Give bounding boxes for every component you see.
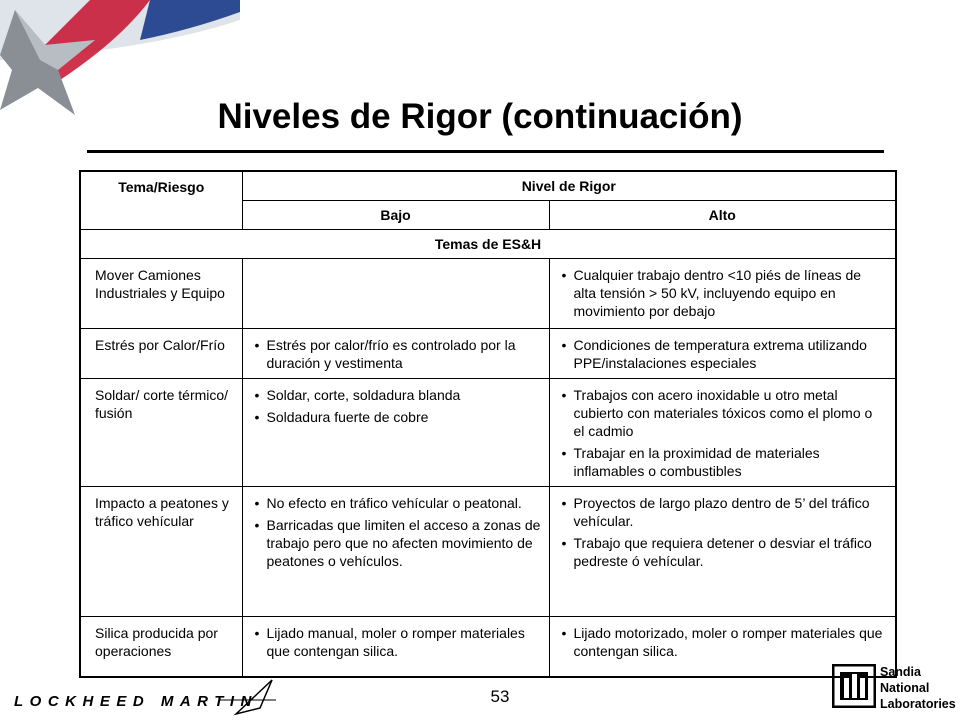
list-item: • Cualquier trabajo dentro <10 piés de líneas de alta tensión > 50 kV, incluyendo equipo en movimiento por debajo — [574, 266, 888, 320]
table-row — [80, 617, 896, 677]
table-row — [80, 487, 896, 617]
list-item: • Trabajar en la proximidad de materiales inflamables o combustibles — [574, 444, 888, 480]
list-item: • Trabajos con acero inoxidable u otro metal cubierto con materiales tóxicos como el plomo o el cadmio — [574, 386, 888, 440]
sandia-logo — [832, 662, 958, 718]
list-item: • Proyectos de largo plazo dentro de 5’ del tráfico vehícular. — [574, 494, 888, 530]
list-item: • Soldadura fuerte de cobre — [267, 408, 541, 426]
low-cell — [242, 329, 549, 379]
list-item: • Soldar, corte, soldadura blanda — [267, 386, 541, 404]
header-high: Alto — [549, 201, 896, 230]
list-item: • Condiciones de temperatura extrema utilizando PPE/instalaciones especiales — [574, 336, 888, 372]
table-row — [80, 329, 896, 379]
header-low: Bajo — [242, 201, 549, 230]
sandia-line-2: National — [880, 681, 930, 695]
sandia-thunderbird-icon — [832, 664, 876, 708]
list-item: • Lijado motorizado, moler o romper materiales que contengan silica. — [574, 624, 888, 660]
title-underline — [87, 150, 884, 153]
table-row — [80, 379, 896, 487]
topic-cell: Silica producida por operaciones — [80, 617, 242, 677]
low-cell — [242, 259, 549, 329]
lockheed-martin-wordmark: LOCKHEED MARTIN — [14, 693, 258, 710]
topic-cell: Mover Camiones Industriales y Equipo — [80, 259, 242, 329]
low-cell — [242, 379, 549, 487]
low-cell — [242, 487, 549, 617]
sandia-line-1: Sandia — [880, 665, 921, 679]
list-item: • Trabajo que requiera detener o desviar el tráfico pedreste ó vehícular. — [574, 534, 888, 570]
table-row — [80, 259, 896, 329]
list-item: • Barricadas que limiten el acceso a zonas de trabajo pero que no afecten movimiento de peatones o vehículos. — [267, 516, 541, 570]
list-item: • Lijado manual, moler o romper materiales que contengan silica. — [267, 624, 541, 660]
topic-cell: Estrés por Calor/Frío — [80, 329, 242, 379]
list-item: • No efecto en tráfico vehícular o peatonal. — [267, 494, 541, 512]
page-number: 53 — [490, 687, 510, 706]
high-cell — [549, 259, 896, 329]
header-topic: Tema/Riesgo — [80, 171, 242, 230]
list-item: • Estrés por calor/frío es controlado por la duración y vestimenta — [267, 336, 541, 372]
low-cell — [242, 617, 549, 677]
high-cell — [549, 379, 896, 487]
header-level: Nivel de Rigor — [242, 171, 896, 201]
sandia-line-3: Laboratories — [880, 697, 956, 711]
topic-cell: Impacto a peatones y tráfico vehícular — [80, 487, 242, 617]
section-header: Temas de ES&H — [80, 230, 896, 259]
high-cell — [549, 487, 896, 617]
high-cell — [549, 329, 896, 379]
rigor-table — [79, 170, 897, 678]
topic-cell: Soldar/ corte térmico/ fusión — [80, 379, 242, 487]
page-title: Niveles de Rigor (continuación) — [217, 97, 743, 136]
